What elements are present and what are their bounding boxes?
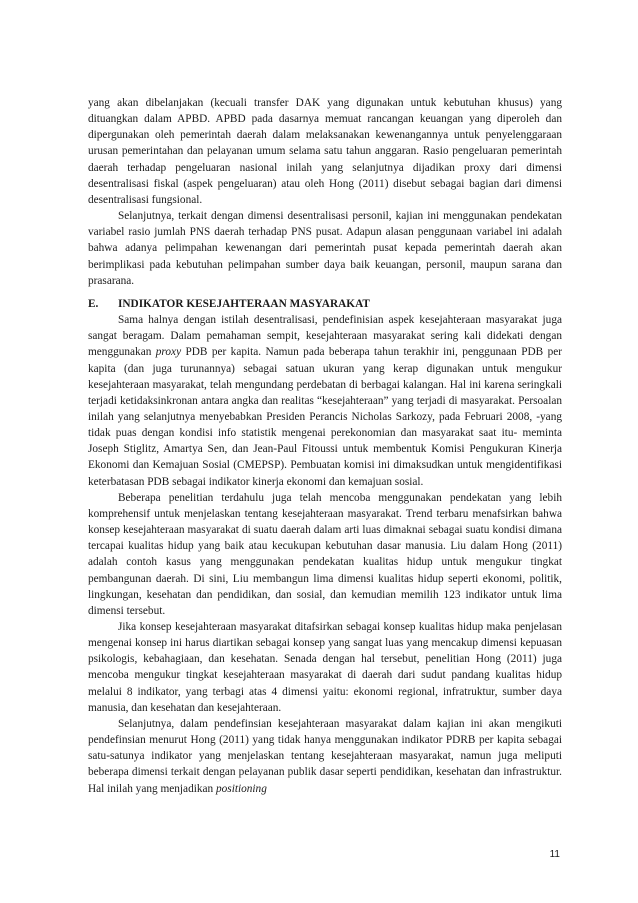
section-paragraphs [88, 312, 562, 797]
paragraph-text: Selanjutnya, terkait dengan dimensi desentralisasi personil, kajian ini menggunakan pendekatan variabel rasio jumlah PNS daerah terhadap PNS pusat. Adapun alasan penggunaan variabel ini adalah bahwa adanya pelimpahan kewenangan dari pemerintah pusat kepada pemerintah daerah akan berimplikasi pada kebutuhan pelimpahan sumber daya baik keuangan, personil, maupun sarana dan prasarana. [88, 210, 562, 287]
paragraph-text: PDB per kapita. Namun pada beberapa tahun terakhir ini, penggunaan PDB per kapita (dan juga turunannya) sebagai satuan ukuran yang kerap digunakan untuk mengukur kesejahteraan masyarakat, telah mengundang perdebatan di berbagai kalangan. Hal ini karena seringkali terjadi ketidaksinkronan antara angka dan realitas “kesejahteraan” yang terjadi di masyarakat. Persoalan inilah yang selanjutnya menyebabkan Presiden Perancis Nicholas Sarkozy, pada Februari 2008, -yang tidak puas dengan kondisi info statistik mengenai perekonomian dan masyarakat saat itu- meminta Joseph Stiglitz, Amartya Sen, dan Jean-Paul Fitoussi untuk membentuk Komisi Pengukuran Kinerja Ekonomi dan Kemajuan Sosial (CMEPSP). Pembuatan komisi ini dimaksudkan untuk mengidentifikasi keterbatasan PDB sebagai indikator kinerja ekonomi dan kemajuan sosial. [88, 346, 562, 488]
page-number: 11 [549, 849, 560, 860]
paragraph-text: Beberapa penelitian terdahulu juga telah mencoba menggunakan pendekatan yang lebih komprehensif untuk menjelaskan tentang kesejahteraan masyarakat. Trend terbaru menafsirkan bahwa konsep kesejahteraan masyarakat di suatu daerah dalam arti luas dimaknai sebagai suatu kondisi dimana tercapai kualitas hidup yang baik atau kecukupan kebutuhan dasar manusia. Liu dalam Hong (2011) adalah contoh kasus yang menggunakan pendekatan kualitas hidup untuk mengukur tingkat pembangunan daerah. Di sini, Liu membangun lima dimensi kualitas hidup seperti ekonomi, politik, lingkungan, kesehatan dan pendidikan, dan sosial, dan kemudian memilih 123 indikator untuk lima dimensi tersebut. [88, 491, 562, 617]
paragraph [88, 95, 562, 208]
paragraph [88, 208, 562, 289]
page-body [88, 95, 562, 797]
paragraph [88, 312, 562, 490]
paragraph [88, 619, 562, 716]
section-title: INDIKATOR KESEJAHTERAAN MASYARAKAT [118, 297, 370, 310]
paragraph-text: Jika konsep kesejahteraan masyarakat ditafsirkan sebagai konsep kualitas hidup maka penjelasan mengenai konsep ini harus diartikan sebagai konsep yang sangat luas yang mencakup dimensi kepuasan psikologis, kebahagiaan, dan kesehatan. Senada dengan hal tersebut, penelitian Hong (2011) juga mencoba mengukur tingkat kesejahteraan masyarakat di daerah dari sudut pandang kualitas hidup melalui 8 indikator, yang terbagi atas 4 dimensi yaitu: ekonomi regional, infratruktur, sumber daya manusia, dan kesehatan dan kesejahteraan. [88, 621, 562, 714]
section-heading [88, 296, 562, 312]
paragraph [88, 716, 562, 797]
paragraph-text: Sama halnya dengan istilah desentralisasi, pendefinisian aspek kesejahteraan masyarakat juga sangat beragam. Dalam pemahaman sempit, kesejahteraan masyarakat sering kali didekati dengan menggunakan [88, 314, 562, 359]
paragraph [88, 490, 562, 619]
paragraph-text: yang akan dibelanjakan (kecuali transfer DAK yang digunakan untuk kebutuhan khusus) yang dituangkan dalam APBD. APBD pada dasarnya memuat rancangan keuangan yang diperoleh dan dipergunakan oleh pemerintah daerah dalam melaksanakan kewenangannya untuk penyelenggaraan urusan pemerintahan dan pelayanan umum selama satu tahun anggaran. Rasio pengeluaran pemerintah daerah terhadap pengeluaran nasional inilah yang selanjutnya dijadikan proxy dari dimensi desentralisasi fiskal (aspek pengeluaran) atau oleh Hong (2011) disebut sebagai bagian dari dimensi desentralisasi fungsional. [88, 97, 562, 206]
section-number: E. [88, 297, 99, 310]
italic-term: proxy [155, 346, 182, 359]
italic-term: positioning [216, 782, 267, 795]
intro-paragraphs [88, 95, 562, 289]
paragraph-text: Selanjutnya, dalam pendefinsian kesejahteraan masyarakat dalam kajian ini akan mengikuti pendefinsian menurut Hong (2011) yang tidak hanya menggunakan indikator PDRB per kapita sebagai satu-satunya indikator yang menjelaskan tentang kesejahteraan masyarakat, namun juga meliputi beberapa dimensi terkait dengan pelayanan publik dasar seperti pendidikan, kesehatan dan infrastruktur. Hal inilah yang menjadikan [88, 717, 562, 795]
